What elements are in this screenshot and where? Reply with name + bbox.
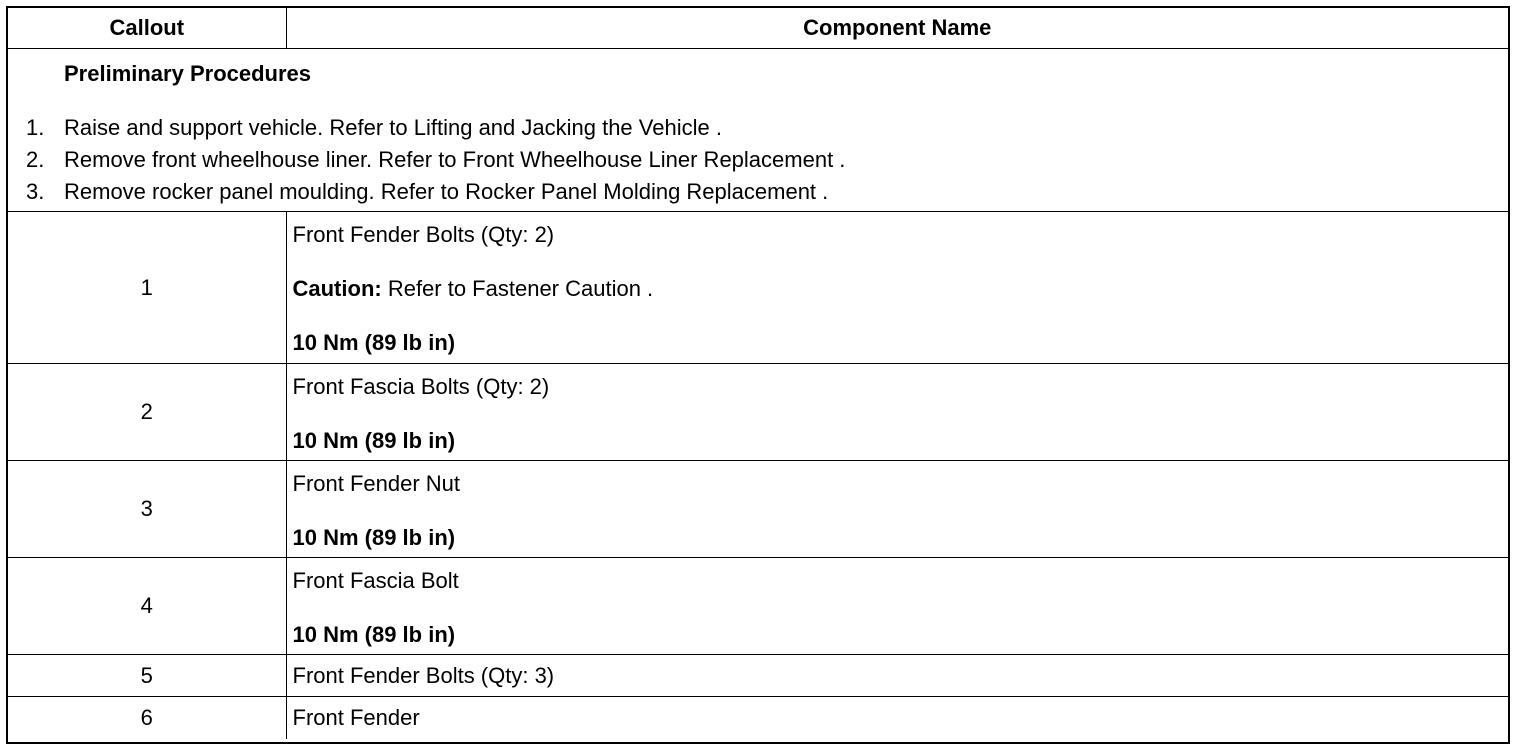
table-header-row [8,8,1508,49]
component-name: Front Fender [286,697,1508,739]
preliminary-procedures-title: Preliminary Procedures [64,61,312,86]
table-row [8,364,1508,461]
step-text: Remove front wheelhouse liner. Refer to Front Wheelhouse Liner Replacement . [64,147,846,172]
list-item [8,147,1508,179]
component-table [8,8,1508,739]
component-name-column-header: Component Name [286,8,1508,49]
callout-number: 1 [8,212,286,364]
callout-number: 6 [8,697,286,739]
preliminary-procedures-cell [8,49,1508,212]
callout-number: 3 [8,461,286,558]
step-text: Remove rocker panel moulding. Refer to Rocker Panel Molding Replacement . [64,179,829,204]
component-name: Front Fascia Bolts (Qty: 2) [292,374,550,399]
callout-number: 2 [8,364,286,461]
torque-spec: 10 Nm (89 lb in) [292,622,456,647]
component-cell [286,212,1508,364]
component-table-frame [6,6,1510,744]
table-row [8,558,1508,655]
preliminary-procedures-row [8,49,1508,212]
caution-note [293,276,1509,302]
component-cell [286,461,1508,558]
list-item [8,179,1508,211]
table-row [8,697,1508,739]
table-row [8,212,1508,364]
torque-spec: 10 Nm (89 lb in) [292,330,456,355]
callout-column-header: Callout [8,8,286,49]
callout-number: 5 [8,655,286,697]
preliminary-steps-list [8,115,1508,211]
list-item [8,115,1508,147]
step-number: 3. [26,179,45,204]
torque-spec: 10 Nm (89 lb in) [292,428,456,453]
caution-label: Caution: [292,276,382,301]
step-text: Raise and support vehicle. Refer to Lifting and Jacking the Vehicle . [64,115,722,140]
component-cell [286,364,1508,461]
table-row [8,461,1508,558]
component-cell [286,558,1508,655]
component-name: Front Fender Nut [292,471,461,496]
callout-number: 4 [8,558,286,655]
component-name: Front Fender Bolts (Qty: 3) [286,655,1508,697]
table-row [8,655,1508,697]
component-name: Front Fender Bolts (Qty: 2) [292,222,555,247]
torque-spec: 10 Nm (89 lb in) [292,525,456,550]
step-number: 2. [26,147,45,172]
component-name: Front Fascia Bolt [292,568,459,593]
step-number: 1. [26,115,45,140]
caution-text: Refer to Fastener Caution . [381,276,654,301]
